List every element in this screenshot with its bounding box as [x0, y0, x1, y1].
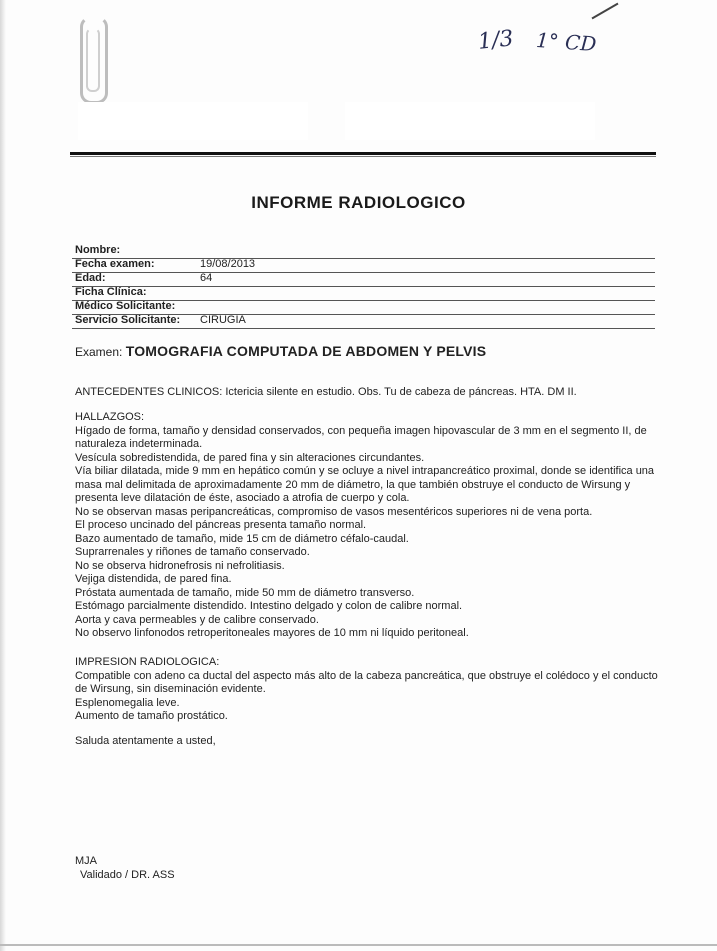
- field-row-servicio: [72, 313, 655, 329]
- signature-validated: Validado / DR. ASS: [80, 869, 175, 881]
- field-label: Servicio Solicitante:: [75, 314, 181, 326]
- field-value: CIRUGIA: [200, 314, 246, 326]
- header-rule-thin: [70, 156, 656, 157]
- hallazgo-item: Aorta y cava permeables y de calibre conservado.: [75, 613, 319, 626]
- report-title: INFORME RADIOLOGICO: [251, 193, 466, 212]
- exam-line: [75, 343, 486, 359]
- pen-stroke: [592, 3, 619, 20]
- field-label: Fecha examen:: [75, 258, 155, 270]
- hallazgo-item: No se observan masas peripancreáticas, compromiso de vasos mesentéricos superiores ni de vena porta.: [75, 505, 593, 518]
- impresion-heading: IMPRESION RADIOLOGICA:: [75, 656, 220, 668]
- field-label: Médico Solicitante:: [75, 300, 176, 312]
- page-bottom-edge: [0, 944, 717, 946]
- hallazgo-item: Bazo aumentado de tamaño, mide 15 cm de diámetro céfalo-caudal.: [75, 532, 409, 545]
- field-label: Ficha Clínica:: [75, 286, 147, 298]
- paperclip-inner-icon: [86, 28, 100, 92]
- hallazgo-item: No se observa hidronefrosis ni nefrolitiasis.: [75, 559, 285, 572]
- antecedentes-text: ANTECEDENTES CLINICOS: Ictericia silente en estudio. Obs. Tu de cabeza de páncreas. HTA. DM II.: [75, 386, 577, 398]
- hallazgo-item: Hígado de forma, tamaño y densidad conservados, con pequeña imagen hipovascular de 3 mm en el segmento II, de naturaleza indeterminada.: [75, 424, 647, 450]
- hallazgo-item: Vesícula sobredistendida, de pared fina y sin alteraciones circundantes.: [75, 451, 425, 464]
- redacted-block-right: [345, 102, 595, 140]
- hallazgo-item: Suprarrenales y riñones de tamaño conservado.: [75, 546, 310, 558]
- field-value: 19/08/2013: [200, 258, 256, 270]
- handwritten-initials: 1° CD: [535, 27, 598, 57]
- field-label: Nombre:: [75, 244, 121, 256]
- hallazgo-item: Estómago parcialmente distendido. Intestino delgado y colon de calibre normal.: [75, 600, 463, 612]
- exam-value: TOMOGRAFIA COMPUTADA DE ABDOMEN Y PELVIS: [125, 343, 487, 359]
- impresion-section: [75, 656, 660, 724]
- hallazgo-item: No observo linfonodos retroperitoneales mayores de 10 mm ni líquido peritoneal.: [75, 627, 469, 639]
- handwritten-page-mark: 1/3: [476, 26, 515, 55]
- field-label: Edad:: [75, 272, 106, 284]
- impresion-item: Esplenomegalia leve.: [75, 696, 180, 709]
- hallazgo-item: Próstata aumentada de tamaño, mide 50 mm de diámetro transverso.: [75, 586, 415, 599]
- signature-initials: MJA: [75, 855, 97, 867]
- impresion-item: Compatible con adeno ca ductal del aspecto más alto de la cabeza pancreática, que obstruye el colédoco y el conducto de Wirsung, sin diseminación evidente.: [75, 669, 658, 695]
- hallazgo-item: El proceso uncinado del páncreas presenta tamaño normal.: [75, 519, 367, 531]
- exam-label: Examen:: [75, 345, 123, 359]
- hallazgos-section: [75, 411, 660, 641]
- redacted-block-left: [78, 102, 308, 140]
- hallazgos-heading: HALLAZGOS:: [75, 411, 145, 423]
- closing-text: Saluda atentamente a usted,: [75, 735, 216, 747]
- impresion-item: Aumento de tamaño prostático.: [75, 710, 228, 722]
- hallazgo-item: Vía biliar dilatada, mide 9 mm en hepático común y se ocluye a nivel intrapancreático proximal, donde se identifica una masa mal delimitada de aproximadamente 20 mm de diámetro, la que también obstruye el conducto de Wirsung y presenta leve dilatación de éste, asociado a atrofia de cuerpo y cola.: [75, 465, 655, 504]
- field-value: 64: [200, 272, 213, 284]
- scan-edge-shadow: [0, 0, 6, 951]
- header-rule: [70, 152, 656, 155]
- hallazgo-item: Vejiga distendida, de pared fina.: [75, 573, 232, 585]
